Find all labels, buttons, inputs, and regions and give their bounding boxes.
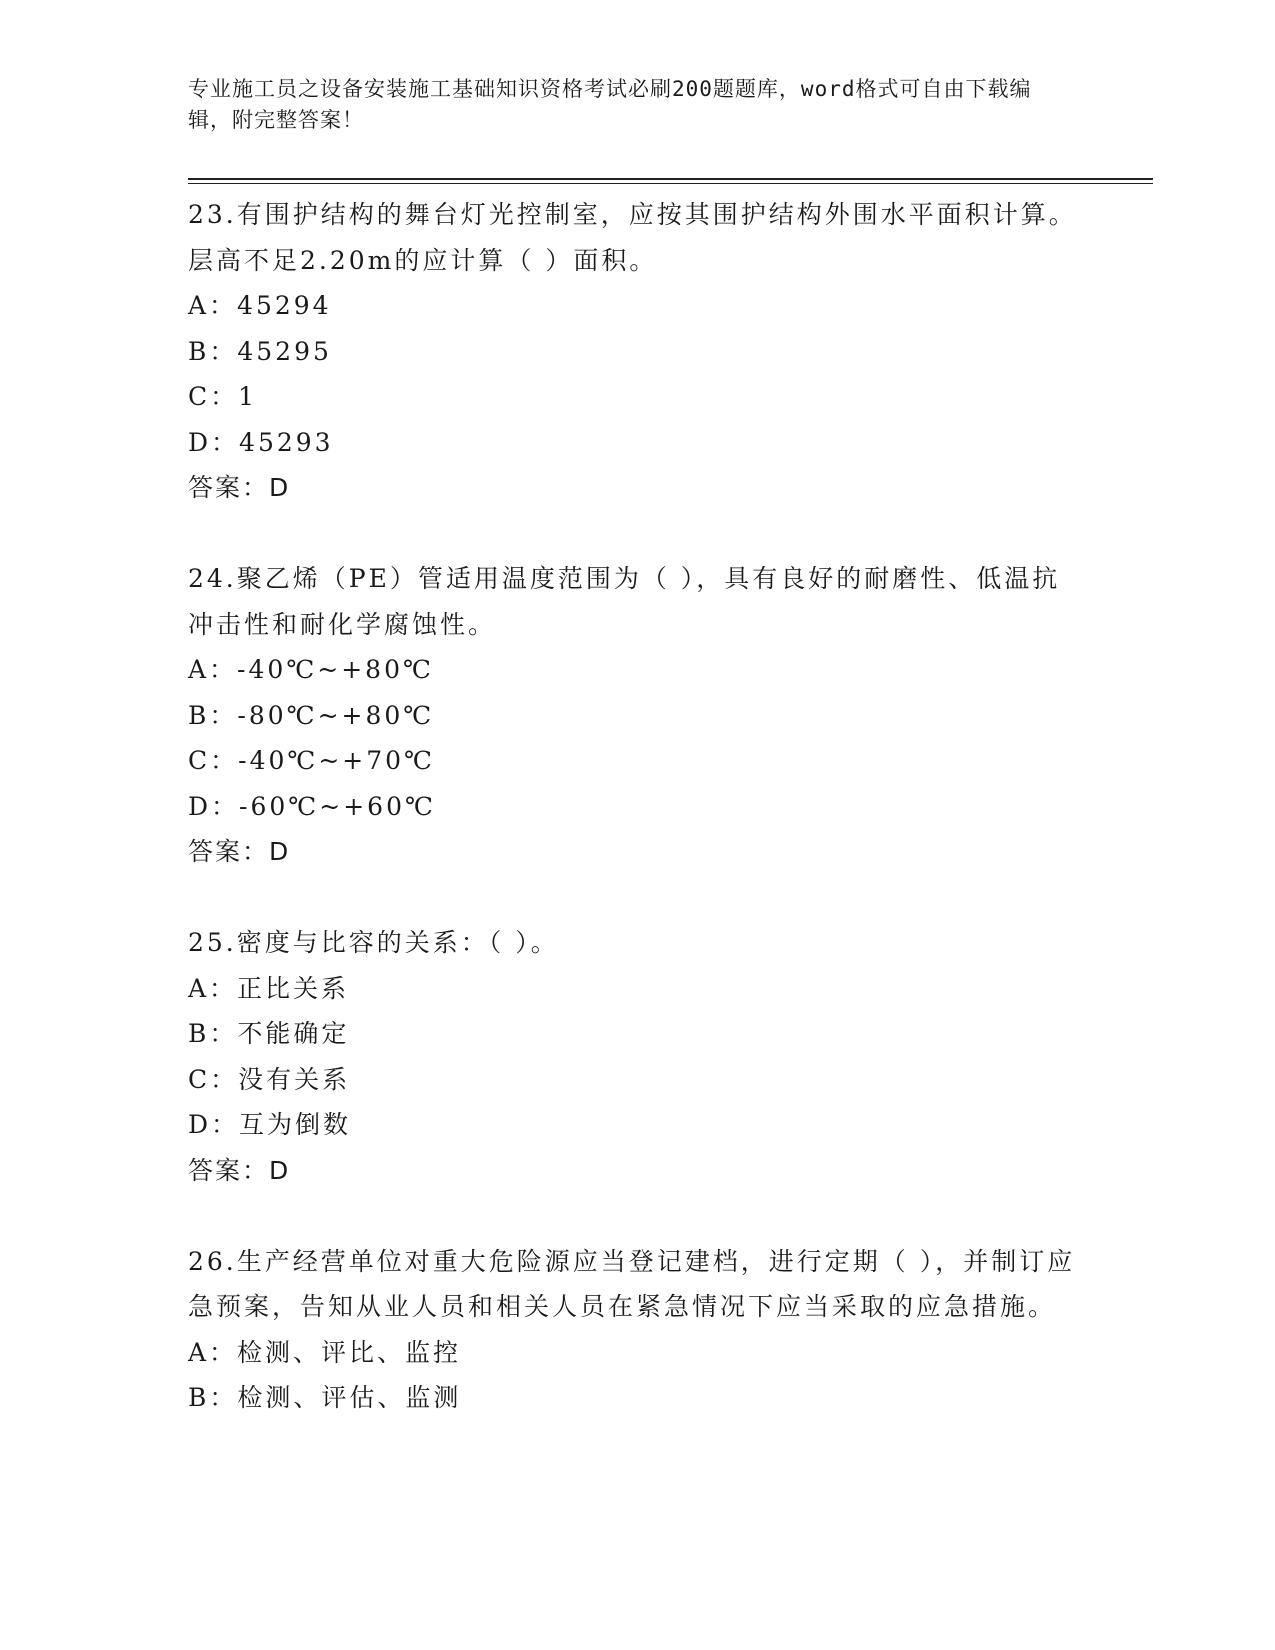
question-stem: 23.有围护结构的舞台灯光控制室，应按其围护结构外围水平面积计算。层高不足2.20m的应计算（ ）面积。 — [188, 200, 1077, 275]
option-b: B：45295 — [188, 336, 332, 366]
question-26 — [188, 1239, 1088, 1421]
option-list — [188, 1330, 1088, 1421]
option-b: B：检测、评估、监测 — [188, 1383, 462, 1412]
option-a: A：45294 — [188, 291, 332, 320]
question-stem: 26.生产经营单位对重大危险源应当登记建档，进行定期（ ），并制订应急预案，告知从业人员和相关人员在紧急情况下应当采取的应急措施。 — [188, 1246, 1076, 1321]
option-c: C：没有关系 — [188, 1064, 351, 1094]
option-a: A：-40℃~+80℃ — [188, 655, 434, 684]
question-25 — [188, 920, 1088, 1193]
answer-line: 答案：D — [188, 473, 291, 502]
option-b: B：不能确定 — [188, 1019, 350, 1048]
header-divider-thin — [188, 183, 1153, 184]
question-24 — [188, 556, 1088, 875]
option-c: C：1 — [188, 382, 258, 411]
spacer — [188, 511, 1088, 557]
answer-line: 答案：D — [188, 837, 291, 866]
option-a: A：正比关系 — [188, 973, 350, 1003]
option-a: A：检测、评比、监控 — [188, 1337, 462, 1367]
option-list — [188, 647, 1088, 829]
option-d: D：45293 — [188, 427, 334, 457]
header-divider-thick — [188, 178, 1153, 180]
option-d: D：-60℃~+60℃ — [188, 791, 436, 821]
option-b: B：-80℃~+80℃ — [188, 700, 435, 730]
option-c: C：-40℃~+70℃ — [188, 746, 436, 775]
option-list — [188, 966, 1088, 1148]
question-23 — [188, 192, 1088, 511]
question-list — [188, 192, 1088, 1421]
answer-line: 答案：D — [188, 1155, 291, 1185]
document-header: 专业施工员之设备安装施工基础知识资格考试必刷200题题库，word格式可自由下载编辑，附完整答案！ — [188, 77, 1032, 132]
spacer — [188, 1193, 1088, 1239]
option-d: D：互为倒数 — [188, 1110, 352, 1139]
option-list — [188, 283, 1088, 465]
question-stem: 25.密度与比容的关系：（ ）。 — [188, 928, 559, 957]
question-stem: 24.聚乙烯（PE）管适用温度范围为（ ），具有良好的耐磨性、低温抗冲击性和耐化学腐蚀性。 — [188, 564, 1061, 639]
spacer — [188, 875, 1088, 921]
